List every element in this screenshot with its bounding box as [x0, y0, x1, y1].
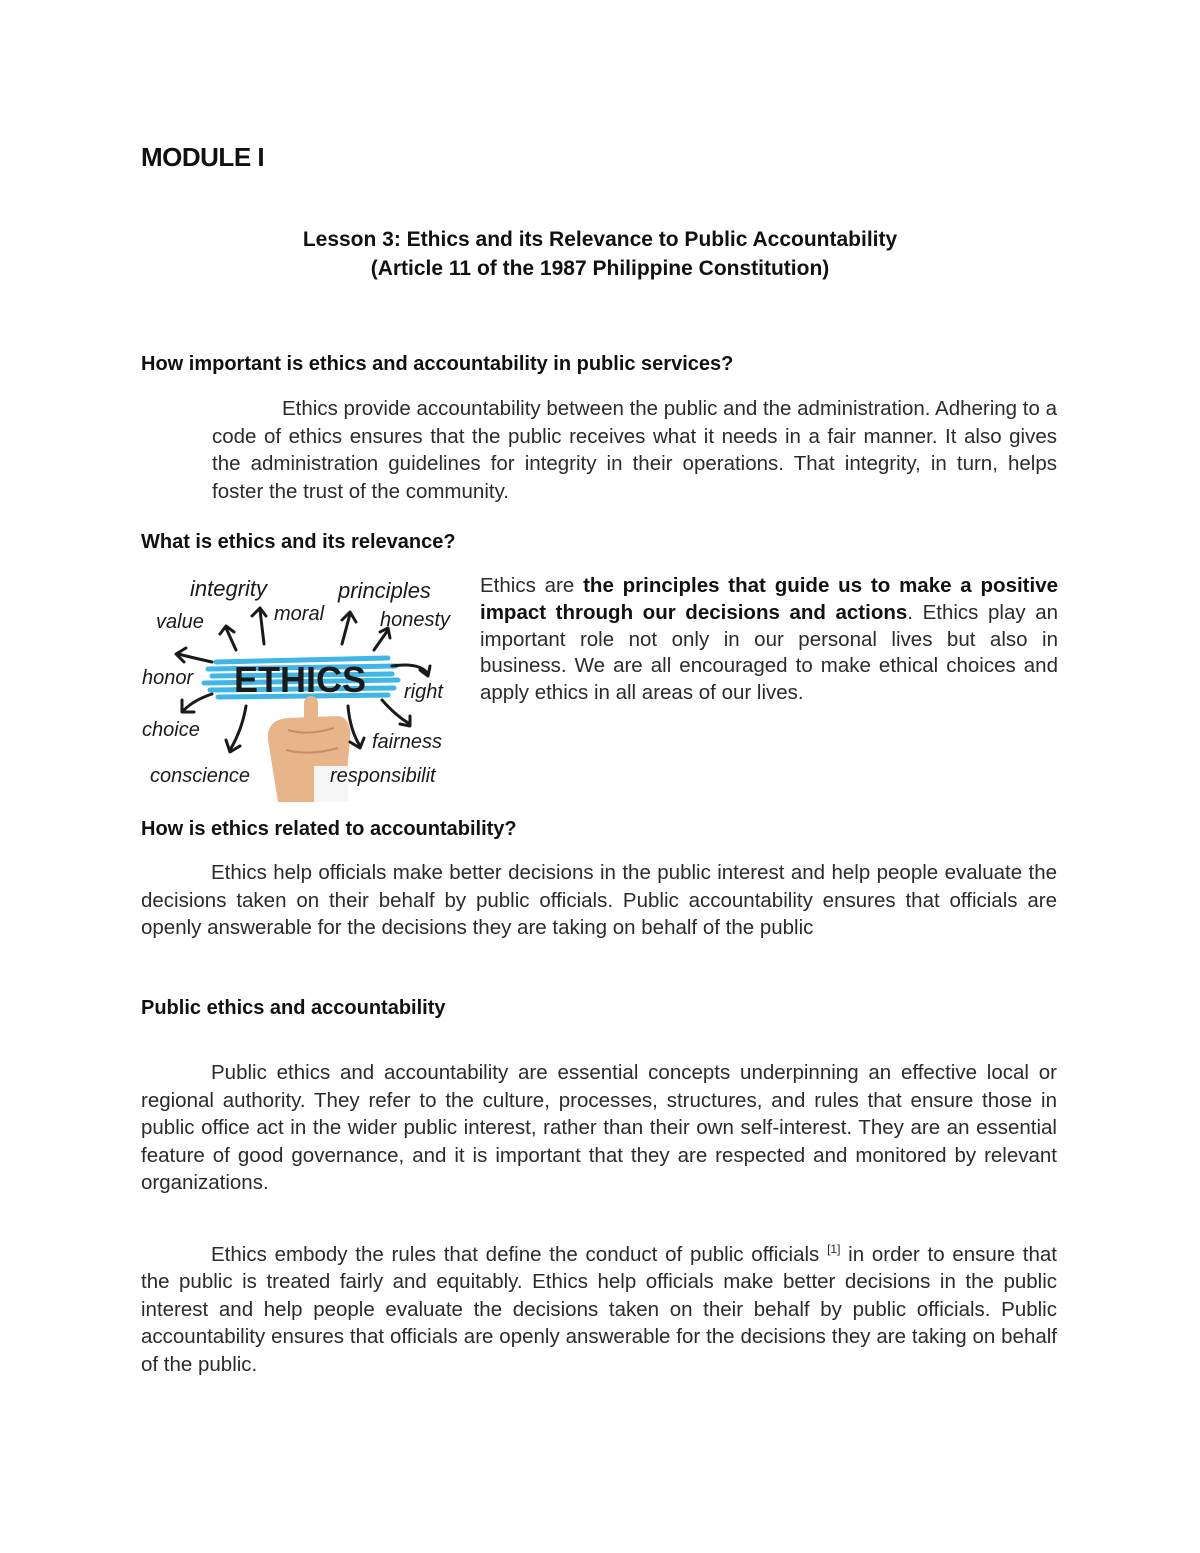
module-title: MODULE I: [141, 142, 265, 172]
paragraph-relevance: Ethics are the principles that guide us to make a positive impact through our decisions and actions. Ethics play an important role not only in our personal lives but also in business. We are all encouraged to make ethical choices and apply ethics in all areas of our lives.: [480, 574, 1058, 705]
footnote-ref: [1]: [827, 1242, 841, 1256]
section-heading-public-ethics: Public ethics and accountability: [141, 997, 446, 1019]
paragraph-public-ethics: Public ethics and accountability are essential concepts underpinning an effective local or regional authority. They refer to the culture, processes, structures, and rules that ensure those in public office act in the wider public interest, rather than their own self-interest. They are an essential feature of good governance, and it is important that they are respected and monitored by relevant organizations.: [141, 1061, 1057, 1194]
center-word-ethics: ETHICS: [233, 659, 367, 700]
paragraph-importance: Ethics provide accountability between the public and the administration. Adhering to a code of ethics ensures that the public receives what it needs in a fair manner. It also gives the administration guidelines for integrity in their operations. That integrity, in turn, helps foster the trust of the community.: [212, 397, 1057, 503]
word-honesty: honesty: [380, 609, 451, 631]
word-responsibility: responsibilit: [330, 765, 436, 787]
word-fairness: fairness: [372, 731, 443, 753]
definition-emphasis: the principles that guide us to make a positive impact through our decisions and actions: [480, 574, 1058, 624]
word-honor: honor: [142, 667, 194, 689]
question-heading-importance: How important is ethics and accountability in public services?: [141, 353, 734, 375]
word-conscience: conscience: [150, 765, 251, 787]
question-heading-relevance: What is ethics and its relevance?: [141, 531, 456, 553]
word-value: value: [156, 611, 204, 633]
question-heading-accountability: How is ethics related to accountability?: [141, 818, 517, 840]
word-integrity: integrity: [190, 576, 268, 601]
word-moral: moral: [274, 603, 325, 625]
word-principles: principles: [338, 578, 431, 603]
paragraph-accountability: Ethics help officials make better decisions in the public interest and help people evaluate the decisions taken on their behalf by public officials. Public accountability ensures that officials are openly answerable for the decisions they are taking on behalf of the public: [141, 861, 1057, 939]
ethics-word-cloud-illustration: [138, 570, 464, 802]
lesson-title: Lesson 3: Ethics and its Relevance to Public Accountability: [302, 228, 898, 251]
paragraph-ethics-embody: Ethics embody the rules that define the conduct of public officials [1] in order to ensure that the public is treated fairly and equitably. Ethics help officials make better decisions in the public interest and help people evaluate the decisions taken on their behalf by public officials. Public accountability ensures that officials are openly answerable for the decisions they are taking on behalf of the public.: [141, 1242, 1057, 1376]
word-choice: choice: [142, 719, 200, 741]
lesson-subtitle: (Article 11 of the 1987 Philippine Constitution): [370, 257, 830, 280]
word-right: right: [404, 681, 443, 703]
